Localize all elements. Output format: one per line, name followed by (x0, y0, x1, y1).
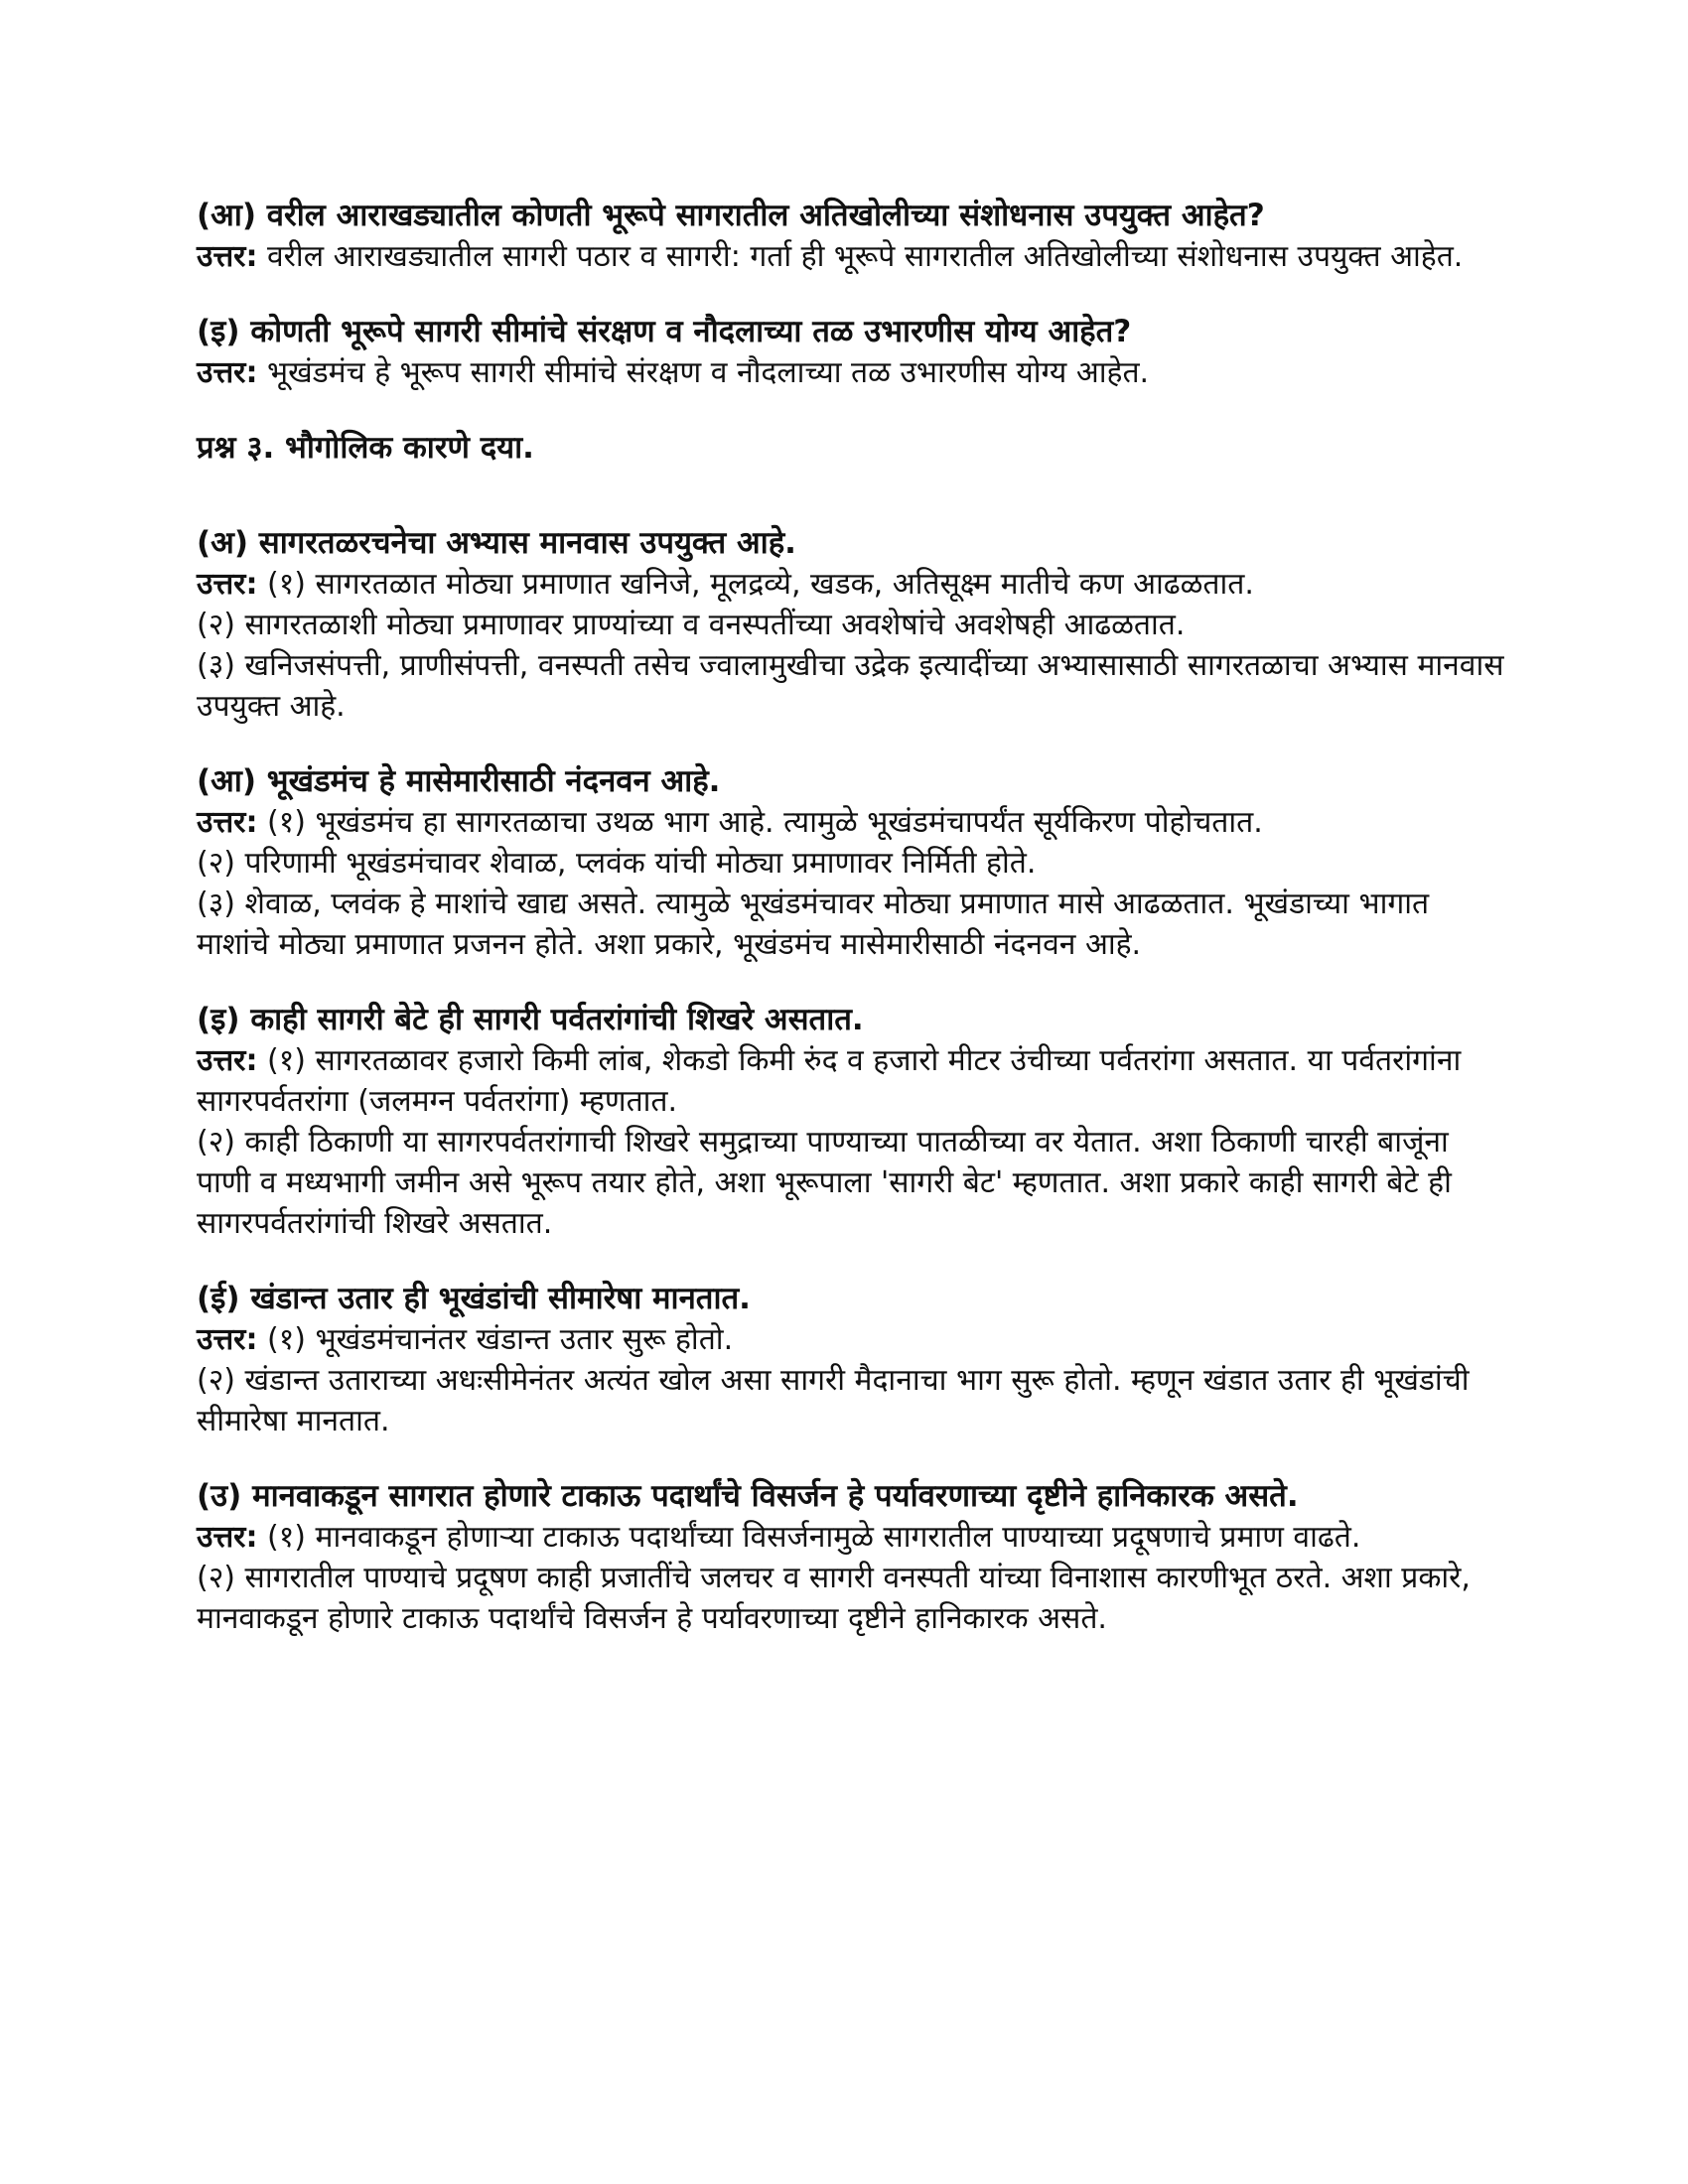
answer-point-3: (३) शेवाळ, प्लवंक हे माशांचे खाद्य असते. त्यामुळे भूखंडमंचावर मोठ्या प्रमाणात मासे आढळतात. भूखंडाच्या भागात माशांचे मोठ्या प्रमाणात प्रजनन होते. अशा प्रकारे, भूखंडमंच मासेमारीसाठी नंदनवन आहे. (197, 887, 1430, 962)
answer-point-1 (197, 1319, 1507, 1360)
answer-text: (१) सागरतळावर हजारो किमी लांब, शेकडो किमी रुंद व हजारो मीटर उंचीच्या पर्वतरांगा असतात. या पर्वतरांगांना सागरपर्वतरांगा (जलमग्न पर्वतरांगा) म्हणतात. (197, 1043, 1462, 1119)
answer-label: उत्तर: (197, 239, 258, 274)
section-heading: प्रश्न ३. भौगोलिक कारणे दया. (197, 430, 534, 466)
answer-text: (१) भूखंडमंचानंतर खंडान्त उतार सुरू होतो. (266, 1322, 734, 1357)
answer-label: उत्तर: (197, 1520, 258, 1555)
answer-text: (१) मानवाकडून होणाऱ्या टाकाऊ पदार्थांच्या विसर्जनामुळे सागरातील पाण्याच्या प्रदूषणाचे प्रमाण वाढते. (266, 1520, 1361, 1555)
reason-block-u (197, 1475, 1507, 1639)
reason-block-ii (197, 1278, 1507, 1441)
question-block-aa (197, 195, 1507, 277)
answer-text: (१) सागरतळात मोठ्या प्रमाणात खनिजे, मूलद्रव्ये, खडक, अतिसूक्ष्म मातीचे कण आढळतात. (266, 567, 1254, 602)
answer-label: उत्तर: (197, 355, 258, 390)
reason-title: (अ) सागरतळरचनेचा अभ्यास मानवास उपयुक्त आहे. (197, 525, 796, 561)
answer-text: (१) भूखंडमंच हा सागरतळाचा उथळ भाग आहे. त्यामुळे भूखंडमंचापर्यंत सूर्यकिरण पोहोचतात. (266, 805, 1263, 840)
answer-paragraph (197, 236, 1507, 277)
reason-block-a (197, 522, 1507, 727)
reason-title: (ई) खंडान्त उतार ही भूखंडांची सीमारेषा मानतात. (197, 1281, 751, 1316)
answer-label: उत्तर: (197, 1043, 258, 1078)
reason-title: (उ) मानवाकडून सागरात होणारे टाकाऊ पदार्थांचे विसर्जन हे पर्यावरणाच्या दृष्टीने हानिकारक असते. (197, 1478, 1299, 1514)
answer-label: उत्तर: (197, 805, 258, 840)
question-block-i (197, 311, 1507, 393)
question-title: (इ) कोणती भूरूपे सागरी सीमांचे संरक्षण व नौदलाच्या तळ उभारणीस योग्य आहेत? (197, 314, 1132, 349)
reason-title: (इ) काही सागरी बेटे ही सागरी पर्वतरांगांची शिखरे असतात. (197, 1002, 864, 1037)
reason-title: (आ) भूखंडमंच हे मासेमारीसाठी नंदनवन आहे. (197, 763, 721, 799)
answer-point-1 (197, 1040, 1507, 1122)
answer-label: उत्तर: (197, 1322, 258, 1357)
answer-paragraph (197, 352, 1507, 393)
answer-point-3: (३) खनिजसंपत्ती, प्राणीसंपत्ती, वनस्पती तसेच ज्वालामुखीचा उद्रेक इत्यादींच्या अभ्यासासाठी सागरतळाचा अभ्यास मानवास उपयुक्त आहे. (197, 648, 1504, 724)
answer-point-2: (२) सागरातील पाण्याचे प्रदूषण काही प्रजातींचे जलचर व सागरी वनस्पती यांच्या विनाशास कारणीभूत ठरते. अशा प्रकारे, मानवाकडून होणारे टाकाऊ पदार्थांचे विसर्जन हे पर्यावरणाच्या दृष्टीने हानिकारक असते. (197, 1561, 1471, 1636)
document-page (197, 195, 1507, 1673)
answer-text: वरील आराखड्यातील सागरी पठार व सागरी: गर्ता ही भूरूपे सागरातील अतिखोलीच्या संशोधनास उपयुक्त आहेत. (266, 239, 1464, 274)
answer-label: उत्तर: (197, 567, 258, 602)
answer-point-2: (२) खंडान्त उताराच्या अधःसीमेनंतर अत्यंत खोल असा सागरी मैदानाचा भाग सुरू होतो. म्हणून खंडात उतार ही भूखंडांची सीमारेषा मानतात. (197, 1363, 1470, 1438)
reason-block-i (197, 999, 1507, 1244)
answer-point-2: (२) सागरतळाशी मोठ्या प्रमाणावर प्राण्यांच्या व वनस्पतींच्या अवशेषांचे अवशेषही आढळतात. (197, 608, 1186, 642)
question-title: (आ) वरील आराखड्यातील कोणती भूरूपे सागरातील अतिखोलीच्या संशोधनास उपयुक्त आहेत? (197, 198, 1265, 233)
answer-text: भूखंडमंच हे भूरूप सागरी सीमांचे संरक्षण व नौदलाच्या तळ उभारणीस योग्य आहेत. (266, 355, 1150, 390)
reason-block-aa (197, 760, 1507, 965)
answer-point-2: (२) परिणामी भूखंडमंचावर शेवाळ, प्लवंक यांची मोठ्या प्रमाणावर निर्मिती होते. (197, 846, 1037, 881)
answer-point-2: (२) काही ठिकाणी या सागरपर्वतरांगाची शिखरे समुद्राच्या पाण्याच्या पातळीच्या वर येतात. अशा ठिकाणी चारही बाजूंना पाणी व मध्यभागी जमीन असे भूरूप तयार होते, अशा भूरूपाला 'सागरी बेट' म्हणतात. अशा प्रकारे काही सागरी बेटे ही सागरपर्वतरांगांची शिखरे असतात. (197, 1125, 1452, 1241)
answer-point-1 (197, 1517, 1507, 1558)
answer-point-1 (197, 564, 1507, 605)
answer-point-1 (197, 802, 1507, 843)
